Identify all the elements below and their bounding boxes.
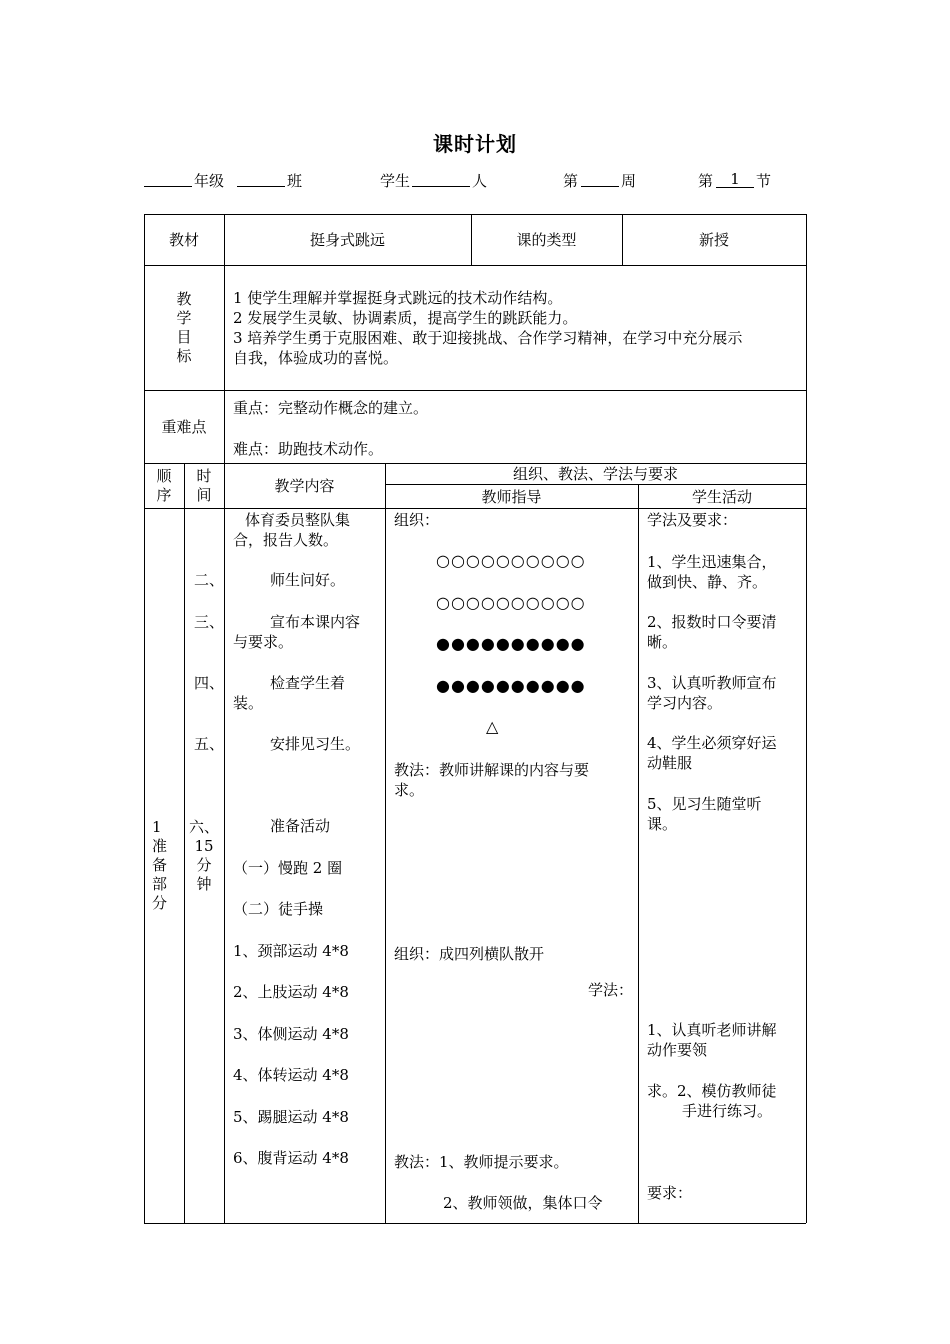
order-header [144,467,184,505]
time-duration-part: 分 [196,856,212,874]
objectives-label-char: 教 [176,290,192,308]
class-blank[interactable] [237,170,285,187]
student-line: 动作要领 [647,1041,708,1059]
class-label: 班 [287,172,303,190]
table-rule [638,484,639,1223]
order-header-char: 顺 [156,467,172,485]
student-line: 5、见习生随堂听 [647,795,762,813]
student-line: 手进行练习。 [682,1102,773,1120]
students-blank[interactable] [412,170,470,187]
lesson-type-label: 课的类型 [516,231,577,249]
time-header-char: 间 [196,486,212,504]
student-line: 做到快、静、齐。 [647,573,768,591]
content-line: 装。 [233,694,264,712]
table-rule [144,508,806,509]
content-line: 体育委员整队集 [245,511,351,529]
time-header [184,467,224,505]
objective-line: 2 发展学生灵敏、协调素质，提高学生的跳跃能力。 [233,309,578,327]
group-header: 组织、教法、学法与要求 [512,465,678,483]
grade-blank[interactable] [144,170,192,187]
objectives-label-char: 目 [176,328,192,346]
teacher-method-line: 求。 [394,781,425,799]
time-duration [184,818,224,894]
difficult-point: 难点：助跑技术动作。 [233,440,384,458]
content-line: 合，报告人数。 [233,531,339,549]
teacher-org-2: 组织：成四列横队散开 [394,945,545,963]
students-label: 学生 [380,172,411,190]
teacher-position-icon: △ [486,717,499,736]
time-duration-part: 六、 [188,818,219,836]
order-header-char: 序 [156,486,172,504]
exercise-item: 3、体侧运动 4*8 [233,1025,349,1043]
student-line: 动鞋服 [647,754,693,772]
lesson-number[interactable] [716,171,754,188]
student-line: 4、学生必须穿好运 [647,734,777,752]
student-line: 1、认真听老师讲解 [647,1021,777,1039]
time-mark: 五、 [194,735,225,753]
lesson-di-label: 第 [698,172,714,190]
section-order-char: 1 [152,818,162,836]
material-value: 挺身式跳远 [309,231,385,249]
exercise-item: 4、体转运动 4*8 [233,1066,349,1084]
exercise-item: 2、上肢运动 4*8 [233,983,349,1001]
table-rule [224,463,225,1223]
content-item: （一）慢跑 2 圈 [233,859,343,877]
teacher-method-3: 2、教师领做，集体口令 [443,1194,603,1212]
time-mark: 四、 [194,674,225,692]
content-item [233,510,350,550]
keypoints-label: 重难点 [161,418,207,436]
formation-row-hollow: ○○○○○○○○○○ [436,593,586,612]
table-rule [144,265,806,266]
objectives-label [144,290,224,366]
content-item [233,612,360,652]
student-line: 晰。 [647,633,678,651]
student-item [647,1081,777,1121]
exercise-item: 5、踢腿运动 4*8 [233,1108,349,1126]
section-order-char: 准 [152,837,168,855]
week-label: 周 [621,172,637,190]
teacher-method-2: 教法：1、教师提示要求。 [394,1153,569,1171]
grade-label: 年级 [194,172,225,190]
key-point: 重点：完整动作概念的建立。 [233,399,429,417]
student-line: 求。2、模仿教师徒 [647,1082,777,1100]
time-duration-part: 15 [194,837,214,855]
table-rule [385,463,386,1223]
content-line: 宣布本课内容 [270,613,361,631]
time-mark: 三、 [194,613,225,631]
student-item [647,552,777,592]
student-item [647,1020,777,1060]
content-line: 与要求。 [233,633,294,651]
week-blank[interactable] [581,170,619,187]
section-order-char: 备 [152,856,168,874]
formation-row-solid: ●●●●●●●●●● [436,634,586,653]
student-line: 3、认真听教师宣布 [647,674,777,692]
teacher-method-line: 教法：教师讲解课的内容与要 [394,761,590,779]
time-mark: 二、 [194,571,225,589]
student-head: 学法及要求： [647,511,738,529]
table-rule [144,390,806,391]
content-item: 准备活动 [270,817,331,835]
exercise-item: 1、颈部运动 4*8 [233,942,349,960]
objective-line: 3 培养学生勇于克服困难、敢于迎接挑战、合作学习精神，在学习中充分展示 [233,329,743,347]
people-label: 人 [472,172,488,190]
student-requirement: 要求： [647,1184,693,1202]
time-duration-part: 钟 [196,875,212,893]
formation-row-solid: ●●●●●●●●●● [436,676,586,695]
objectives-text [233,288,742,368]
teacher-header: 教师指导 [481,487,542,506]
section-order-char: 分 [152,894,168,912]
section-order [152,818,167,913]
student-line: 1、学生迅速集合， [647,553,777,571]
objective-line: 1 使学生理解并掌握挺身式跳远的技术动作结构。 [233,289,563,307]
content-line: 检查学生着 [270,674,346,692]
content-item: （二）徒手操 [233,900,324,918]
teacher-method [394,760,589,800]
formation-row-hollow: ○○○○○○○○○○ [436,551,586,570]
week-di-label: 第 [563,172,579,190]
page-title: 课时计划 [433,132,517,156]
section-order-char: 部 [152,875,168,893]
lesson-label: 节 [756,172,772,190]
content-item: 师生问好。 [270,571,346,589]
teacher-study-label: 学法： [588,981,634,999]
table-border-right [806,214,807,1223]
student-item [647,612,777,652]
objectives-label-char: 学 [176,309,192,327]
table-border-bottom [144,1223,806,1224]
student-item [647,794,762,834]
lesson-number-value: 1 [730,170,740,188]
exercise-item: 6、腹背运动 4*8 [233,1149,349,1167]
lesson-type-value: 新授 [698,231,729,249]
objective-line: 自我，体验成功的喜悦。 [233,349,399,367]
material-label: 教材 [168,231,199,249]
student-line: 学习内容。 [647,694,723,712]
time-header-char: 时 [196,467,212,485]
content-header: 教学内容 [274,477,335,495]
student-line: 2、报数时口令要清 [647,613,777,631]
student-line: 课。 [647,815,678,833]
student-item [647,673,777,713]
objectives-label-char: 标 [176,347,192,365]
student-header: 学生活动 [691,487,752,506]
student-item [647,733,777,773]
teacher-org-label: 组织： [394,511,440,529]
content-item [233,673,345,713]
content-item: 安排见习生。 [270,735,361,753]
